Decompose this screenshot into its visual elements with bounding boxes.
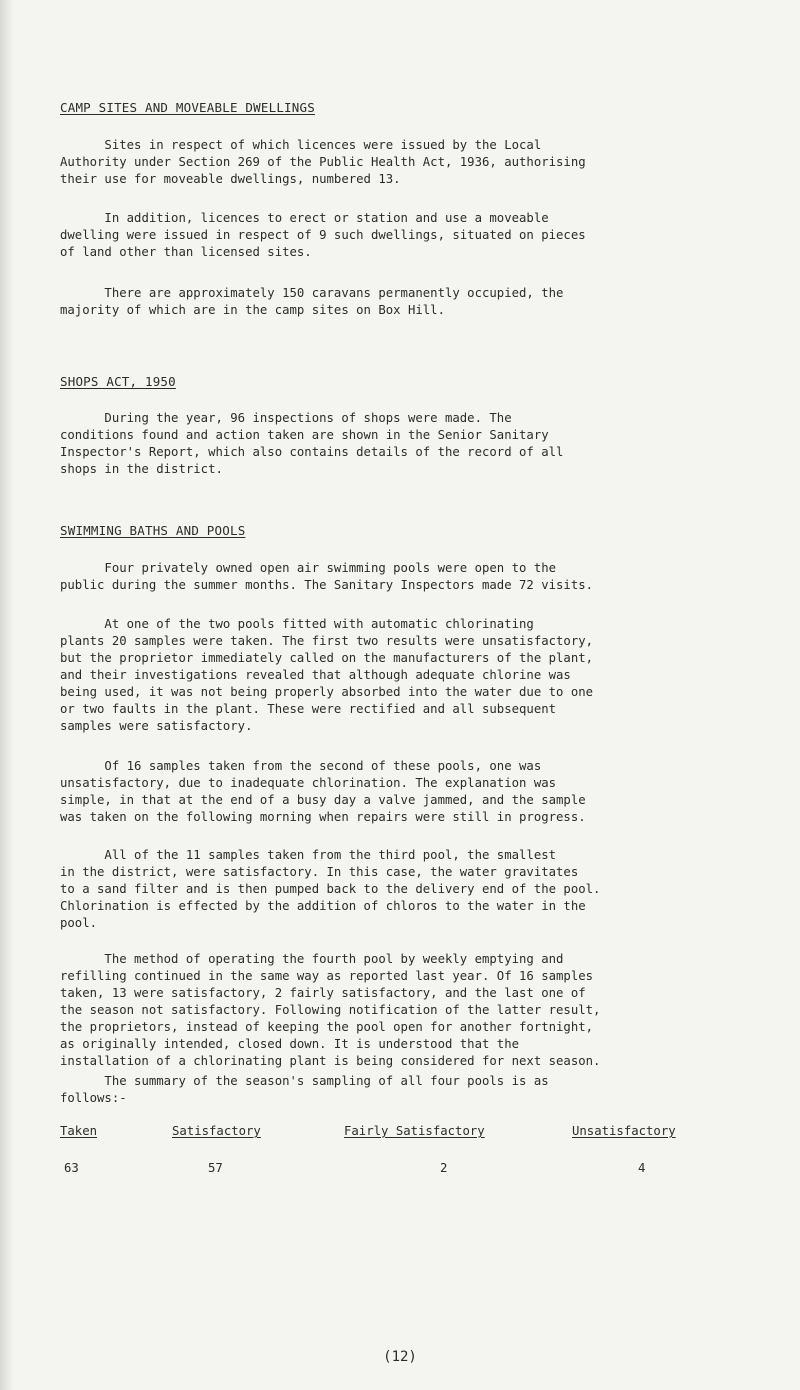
summary-table [60, 1124, 752, 1178]
summary-header-row [60, 1124, 752, 1141]
swimming-paragraph-2: At one of the two pools fitted with automatic chlorinating plants 20 samples were taken. The first two results were unsatisfactory, but the proprietor immediately called on the manufacturers of the plant, and their investigations revealed that although adequate chlorine was being used, it was not being properly absorbed into the water due to one or two faults in the plant. These were rectified and all subsequent samples were satisfactory. [60, 617, 594, 733]
value-taken: 63 [64, 1161, 79, 1175]
header-fairly-satisfactory: Fairly Satisfactory [344, 1124, 485, 1138]
summary-value-row [60, 1161, 752, 1178]
page-number: (12) [383, 1349, 417, 1365]
value-fairly-satisfactory: 2 [440, 1161, 448, 1175]
swimming-paragraph-5: The method of operating the fourth pool by weekly emptying and refilling continued in the same way as reported last year. Of 16 samples taken, 13 were satisfactory, 2 fairly satisfactory, and the last one of the season not satisfactory. Following notification of the latter result, the proprietors, instead of keeping the pool open for another fortnight, as originally intended, closed down. It is understood that the installation of a chlorinating plant is being considered for next season. [60, 952, 601, 1068]
camp-paragraph-1: Sites in respect of which licences were issued by the Local Authority under Section 269 of the Public Health Act, 1936, authorising their use for moveable dwellings, numbered 13. [60, 138, 586, 186]
page-edge-shadow [0, 0, 14, 1390]
swimming-paragraph-3: Of 16 samples taken from the second of these pools, one was unsatisfactory, due to inadequate chlorination. The explanation was simple, in that at the end of a busy day a valve jammed, and the sample was taken on the following morning when repairs were still in progress. [60, 759, 586, 824]
header-unsatisfactory: Unsatisfactory [572, 1124, 676, 1138]
header-taken: Taken [60, 1124, 98, 1138]
heading-shops-act: SHOPS ACT, 1950 [60, 374, 176, 389]
swimming-paragraph-4: All of the 11 samples taken from the third pool, the smallest in the district, were satisfactory. In this case, the water gravitates to a sand filter and is then pumped back to the delivery end of the pool. Chlorination is effected by the addition of chloros to the water in the pool. [60, 848, 601, 930]
header-satisfactory: Satisfactory [172, 1124, 261, 1138]
value-satisfactory: 57 [208, 1161, 223, 1175]
camp-paragraph-2: In addition, licences to erect or station and use a moveable dwelling were issued in respect of 9 such dwellings, situated on pieces of land other than licensed sites. [60, 211, 586, 259]
heading-camp-sites: CAMP SITES AND MOVEABLE DWELLINGS [60, 100, 315, 115]
value-unsatisfactory: 4 [638, 1161, 646, 1175]
heading-swimming: SWIMMING BATHS AND POOLS [60, 523, 246, 538]
shops-paragraph-1: During the year, 96 inspections of shops were made. The conditions found and action taken are shown in the Senior Sanitary Inspector's Report, which also contains details of the record of all shops in the district. [60, 411, 564, 476]
camp-paragraph-3: There are approximately 150 caravans permanently occupied, the majority of which are in the camp sites on Box Hill. [60, 286, 564, 317]
swimming-paragraph-1: Four privately owned open air swimming pools were open to the public during the summer months. The Sanitary Inspectors made 72 visits. [60, 561, 594, 592]
swimming-paragraph-6: The summary of the season's sampling of all four pools is as follows:- [60, 1074, 549, 1105]
